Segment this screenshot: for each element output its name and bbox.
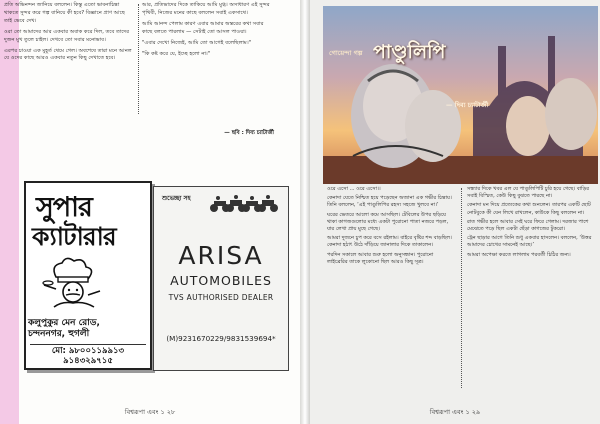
paragraph: ওরা তো আমাদের আর একবার অবাক করে দিল, তবে তাদের দুজন মুখ তুলে চাইল। দেখবে তো সবার মনোভাব। [4, 28, 130, 43]
quote: "কি কষ্ট করে যে, ইচ্ছে হলো না।" [142, 50, 211, 57]
series-label: গোয়েন্দা গল্প [329, 49, 363, 57]
paragraph: ওরে এসো ... ওরে এসো।। [327, 186, 381, 192]
quote: "এবার দেখো নিজেই, আমি তো আগেই বলেছিলাম।" [142, 39, 252, 46]
paragraph: কেনাদা যেতে নিশ্চিত হয়ে পড়েছেন অজানা এক গভীর চিন্তায়। তিনি বললেন, ‘এই পাণ্ডুলিপির রহস্য সহজে খুলবে না।’ [327, 195, 452, 209]
right-page-text-columns [327, 186, 595, 401]
arisa-automobiles-ad [153, 186, 289, 371]
paragraph: এরপর চাওয়া এক মুহূর্ত থেমে গেল। অবশেষে তারা মনে আনল যে ওদের কাছে আরও একবার নতুন কিছু দেখাতে হবে। [4, 47, 132, 62]
caterer-title-line2: ক্যাটারার [32, 222, 116, 251]
left-page-footer: বিশ্বরূপা এবং ১ ২৮ [124, 408, 176, 416]
paragraph: সন্ধ্যার দিকে খবর এল যে পাণ্ডুলিপিটি চুরি হয়ে গেছে। বাড়ির সবাই বিস্মিত, কেউ কিছু বুঝতে পারছে না। [467, 186, 590, 200]
ad-phone: (M)9231670229/9831539694* [166, 334, 276, 343]
ad-business-subtitle: AUTOMOBILES [170, 273, 272, 288]
super-caterer-ad [24, 181, 152, 370]
chef-icon [42, 255, 102, 313]
right-page-footer: বিশ্বরূপা এবং ১ ২৯ [429, 408, 481, 416]
ad-dealer-line: TVS AUTHORISED DEALER [168, 293, 274, 302]
story-banner [323, 6, 598, 184]
left-column-a [4, 2, 134, 66]
motorcycles-icon [208, 193, 284, 213]
page-spine [300, 0, 310, 424]
ad-greeting: শুভেচ্ছা সহ [162, 195, 191, 202]
paragraph: আর, প্রতিভাদের দিকে তাকিয়ে আমি মুগ্ধ। অসাধারণ এই সুন্দর পৃথিবী, নিজের মনের কাছে বললেন সবাই একসাথে। [142, 2, 270, 16]
right-column-a [327, 186, 455, 268]
column-divider [138, 4, 139, 114]
paragraph: কেনাদা মন দিয়ে প্রত্যেকের কথা শুনলেন। তারপর একটি ছোট নোটবুকে কী যেন লিখে রাখলেন, কাউকে কিছু বললেন না। [467, 202, 591, 216]
paragraph: আমরা দুজনে চুপ করে বসে রইলাম। বাইরে বৃষ্টির শব্দ বাড়ছিল। কেনাদা হঠাৎ উঠে দাঁড়িয়ে জানালার দিকে তাকালেন। [327, 235, 452, 249]
banner-illustration [323, 6, 598, 184]
caterer-address: কলুপুকুর মেন রোড, চন্দননগর, হুগলী [28, 318, 100, 339]
story-title: পাণ্ডুলিপি [373, 41, 446, 63]
paragraph: ঘরের ভেতরে আলো কমে আসছিল। টেবিলের উপর ছড়িয়ে থাকা কাগজগুলোর মধ্যে একটা পুরোনো পাতা নজরে পড়ল, যার লেখা প্রায় মুছে গেছে। [327, 211, 449, 233]
paragraph: আমরা অপেক্ষা করতে লাগলাম পরবর্তী চিঠির জন্য। [467, 251, 571, 258]
divider [30, 344, 146, 345]
caterer-title-line1: সুপার [36, 192, 92, 223]
column-divider [461, 188, 462, 388]
caterer-phone: মো: ৯৮০০১১৯৯১৩ ৯১৪৩২৯৭১৫ [51, 346, 125, 366]
paragraph: ট্রেন ছাড়ার আগে তিনি শুধু একবার হাসলেন। বললেন, ‘উত্তর আমাদের চোখের সামনেই আছে।’ [467, 235, 592, 249]
left-column-b [142, 2, 272, 61]
ad-business-name: ARISA [178, 241, 264, 270]
right-column-b [467, 186, 595, 261]
paragraph: পরদিন সকালে আবার শুরু হলো অনুসন্ধান। পুরোনো লাইব্রেরির তাকে লুকোনো ছিল আরও কিছু সূত্র। [327, 251, 434, 265]
paragraph: রাত গভীর হলে আবার সেই ঘরে ফিরে গেলাম। দরজার পাশে মেঝেতে পড়ে ছিল একটা ছেঁড়া কাগজের টুকরো। [467, 218, 589, 233]
paragraph: প্রতি অভিনন্দন জানিয়ে বললেন। কিন্তু এতো ভাবনাচিন্তা থাকতে সুন্দর করে গল্প বানিয়ে কী হবে? বিজ্ঞানে প্রাণ আছে তাই ভেবে দেখ। [4, 2, 125, 24]
illustration-credit: — ছবি : দিব্য চ্যাটার্জী [224, 130, 274, 136]
story-author: — দিব্য চ্যাটার্জী [446, 101, 489, 109]
paragraph: আমি আনন্দ পেলাম কারণ এবার আমার অন্তরের কথা সবার কাছে বলতে পারলাম — সেটাই তো আসল পাওয়া। [142, 20, 264, 35]
left-page-text-columns [4, 2, 280, 142]
